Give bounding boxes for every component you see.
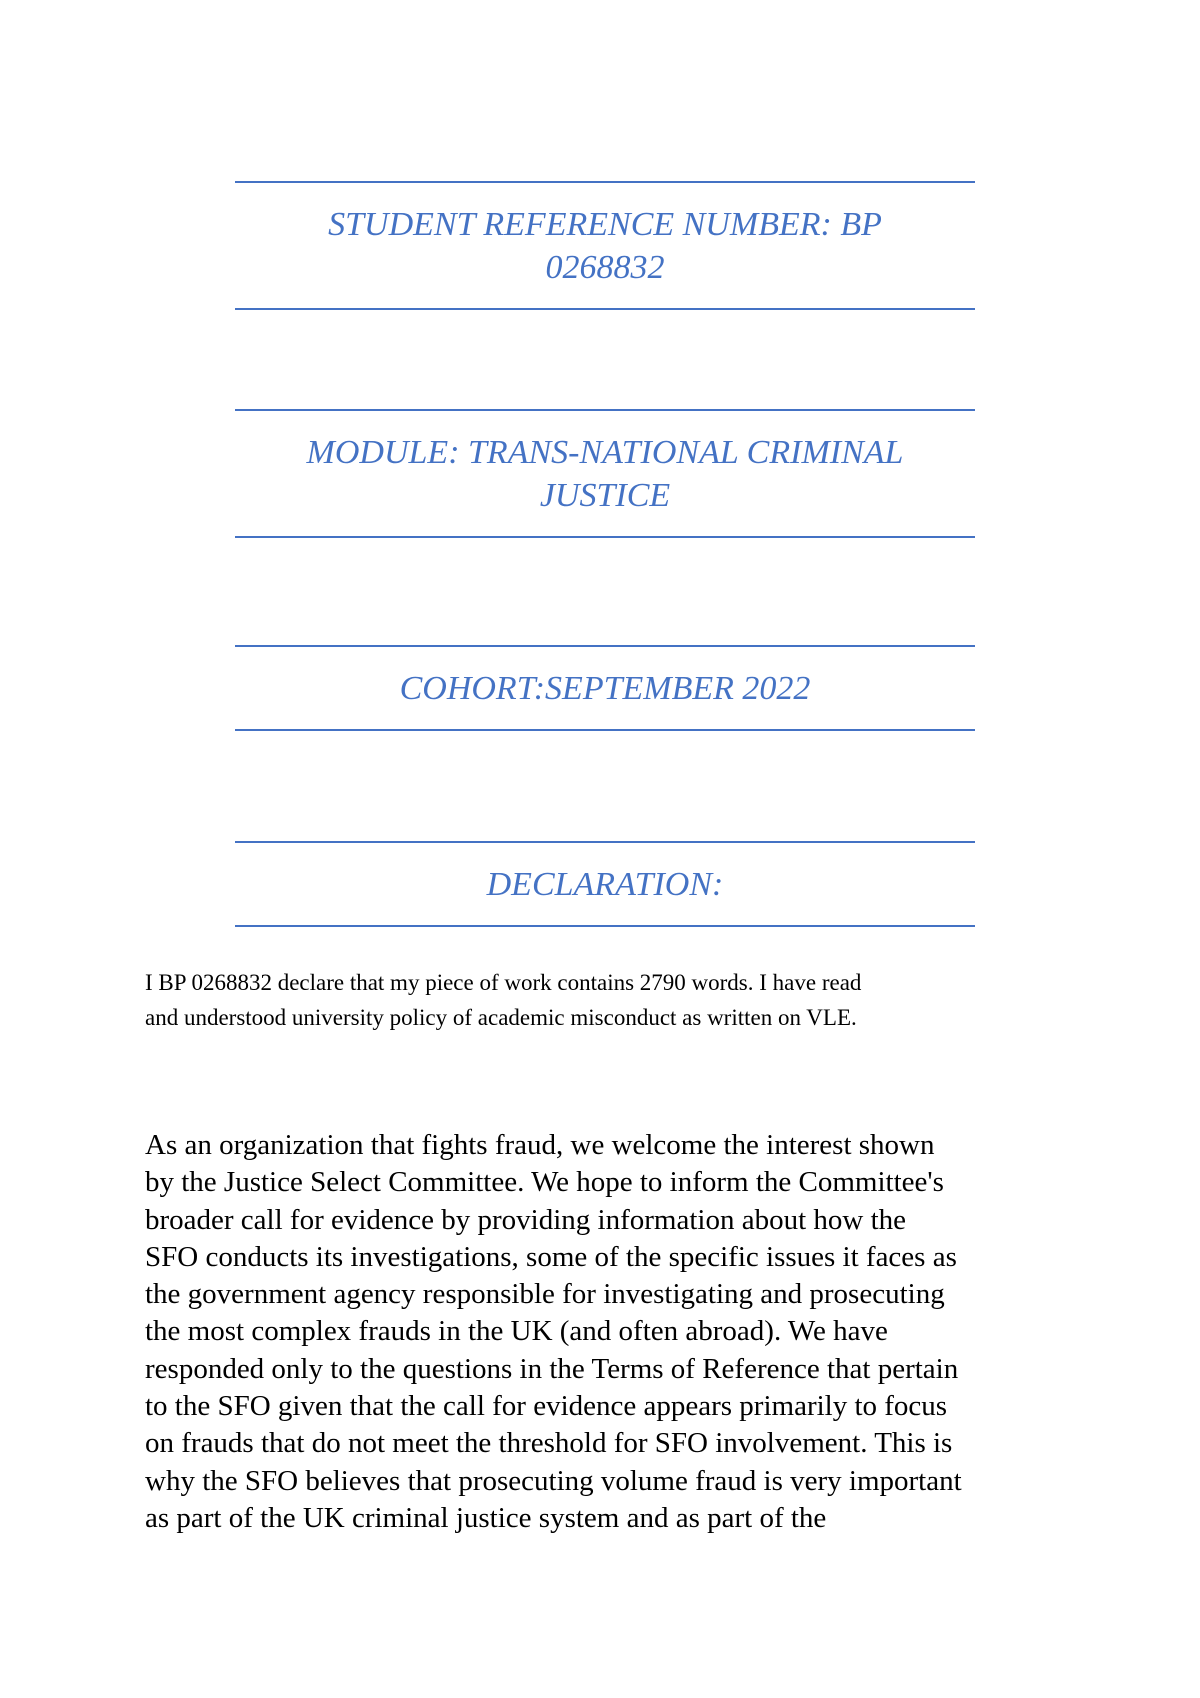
body-line: responded only to the questions in the Terms of Reference that pertain	[145, 1352, 959, 1385]
module-heading	[297, 431, 914, 517]
body-line: as part of the UK criminal justice system and as part of the	[145, 1501, 827, 1534]
body-paragraph	[145, 1127, 1075, 1537]
body-line: SFO conducts its investigations, some of the specific issues it faces as	[145, 1240, 957, 1273]
declaration-line1: I BP 0268832 declare that my piece of work contains 2790 words. I have read	[145, 970, 862, 995]
body-line: the government agency responsible for investigating and prosecuting	[145, 1278, 945, 1311]
body-line: As an organization that fights fraud, we welcome the interest shown	[145, 1129, 935, 1161]
student-reference-line1: STUDENT REFERENCE NUMBER: BP	[328, 205, 882, 243]
body-line: to the SFO given that the call for evidence appears primarily to focus	[145, 1390, 948, 1423]
cohort-block	[235, 645, 975, 731]
cohort-heading: COHORT:SEPTEMBER 2022	[399, 669, 811, 707]
student-reference-heading	[318, 203, 892, 289]
student-reference-block	[235, 181, 975, 310]
declaration-line2: and understood university policy of academic misconduct as written on VLE.	[145, 1005, 857, 1030]
declaration-statement	[145, 965, 1065, 1035]
body-line: by the Justice Select Committee. We hope to inform the Committee's	[145, 1166, 944, 1199]
body-line: the most complex frauds in the UK (and often abroad). We have	[145, 1315, 888, 1348]
declaration-heading: DECLARATION:	[486, 865, 724, 903]
module-block	[235, 409, 975, 538]
module-line2: JUSTICE	[539, 476, 671, 514]
body-line: why the SFO believes that prosecuting volume fraud is very important	[145, 1464, 962, 1497]
module-line1: MODULE: TRANS-NATIONAL CRIMINAL	[306, 433, 904, 471]
body-line: broader call for evidence by providing information about how the	[145, 1203, 907, 1236]
body-line: on frauds that do not meet the threshold for SFO involvement. This is	[145, 1427, 953, 1460]
student-reference-line2: 0268832	[545, 248, 665, 286]
declaration-block	[235, 841, 975, 927]
